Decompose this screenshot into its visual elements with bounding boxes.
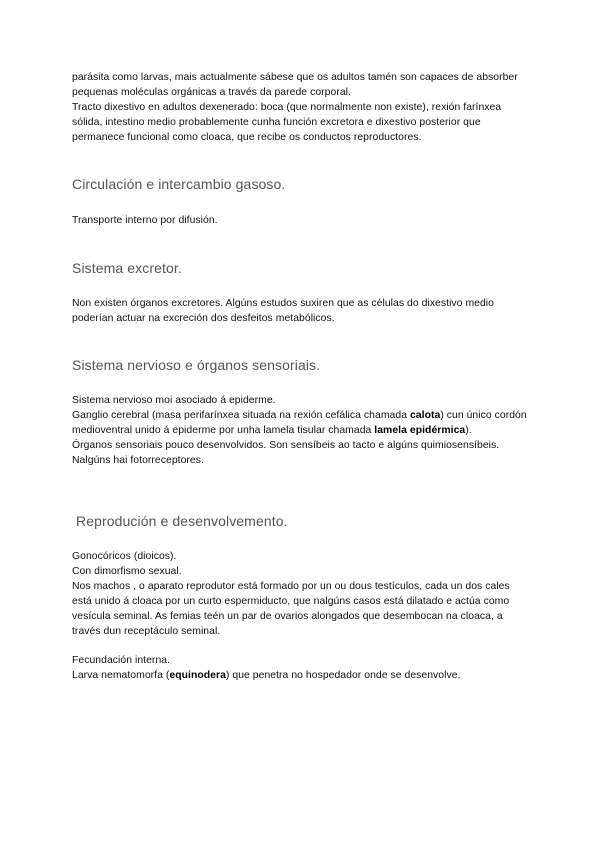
reproduction-paragraph-1: Gonocóricos (dioicos). (72, 551, 177, 562)
term-lamela-epidermica: lamela epidérmica (374, 425, 466, 436)
nervous-paragraph-1: Sistema nervioso moi asociado á epiderme. (72, 395, 276, 406)
larva-text-c: ) que penetra no hospedador onde se desenvolve. (225, 670, 461, 681)
nervous-paragraph-4: Nalgúns hai fotorreceptores. (72, 455, 204, 466)
reproduction-heading: Reprodución e desenvolvemento. (76, 513, 288, 529)
nervous-text-c: ) cun único cordón medioventral unido á epiderme por unha lamela tisular chamada (72, 410, 527, 436)
reproduction-paragraph-3: Nos machos , o aparato reprodutor está formado por un ou dous testículos, cada un dos cales está unido á cloaca por un curto espermiducto, que nalgúns casos está dilatado e actúa como vesícula seminal. As femias teén un par de ovarios alongados que desembocan na cloaca, a través dun receptáculo seminal. (72, 581, 510, 637)
nervous-text-a: Ganglio cerebral (masa perifarínxea situada na rexión cefálica chamada (72, 410, 410, 421)
intro-section (72, 70, 532, 145)
intro-paragraph-2: Tracto dixestivo en adultos dexenerado: boca (que normalmente non existe), rexión farínxea sólida, intestino medio probablemente cunha función excretora e dixestivo posterior que permanece funcional como cloaca, que recibe os conductos reproductores. (72, 102, 502, 143)
nervous-paragraph-2 (72, 408, 532, 438)
reproduction-paragraph-4: Fecundación interna. (72, 655, 171, 666)
term-calota: calota (409, 410, 441, 421)
excretory-heading: Sistema excretor. (72, 260, 182, 276)
reproduction-section (72, 549, 532, 683)
term-equinodera: equinodera (169, 670, 226, 681)
nervous-text-e: ). (465, 425, 472, 436)
nervous-heading: Sistema nervioso e órganos sensoriais. (72, 357, 321, 373)
excretory-text: Non existen órganos excretores. Algúns estudos suxiren que as células do dixestivo medio poderían actuar na excreción dos desfeitos metabólicos. (72, 298, 494, 324)
reproduction-paragraph-2: Con dimorfismo sexual. (72, 566, 182, 577)
circulation-section (72, 213, 532, 228)
nervous-paragraph-3: Órganos sensoriais pouco desenvolvidos. Son sensíbeis ao tacto e algúns quimiosensíbeis. (72, 440, 500, 451)
intro-paragraph-1: parásita como larvas, mais actualmente sábese que os adultos tamén son capaces de absorber pequenas moléculas orgánicas a través da parede corporal. (72, 72, 518, 98)
excretory-section (72, 296, 532, 326)
circulation-heading: Circulación e intercambio gasoso. (72, 176, 286, 192)
circulation-text: Transporte interno por difusión. (72, 215, 218, 226)
larva-text-a: Larva nematomorfa ( (72, 670, 170, 681)
nervous-section (72, 393, 532, 468)
reproduction-paragraph-5 (72, 668, 532, 683)
